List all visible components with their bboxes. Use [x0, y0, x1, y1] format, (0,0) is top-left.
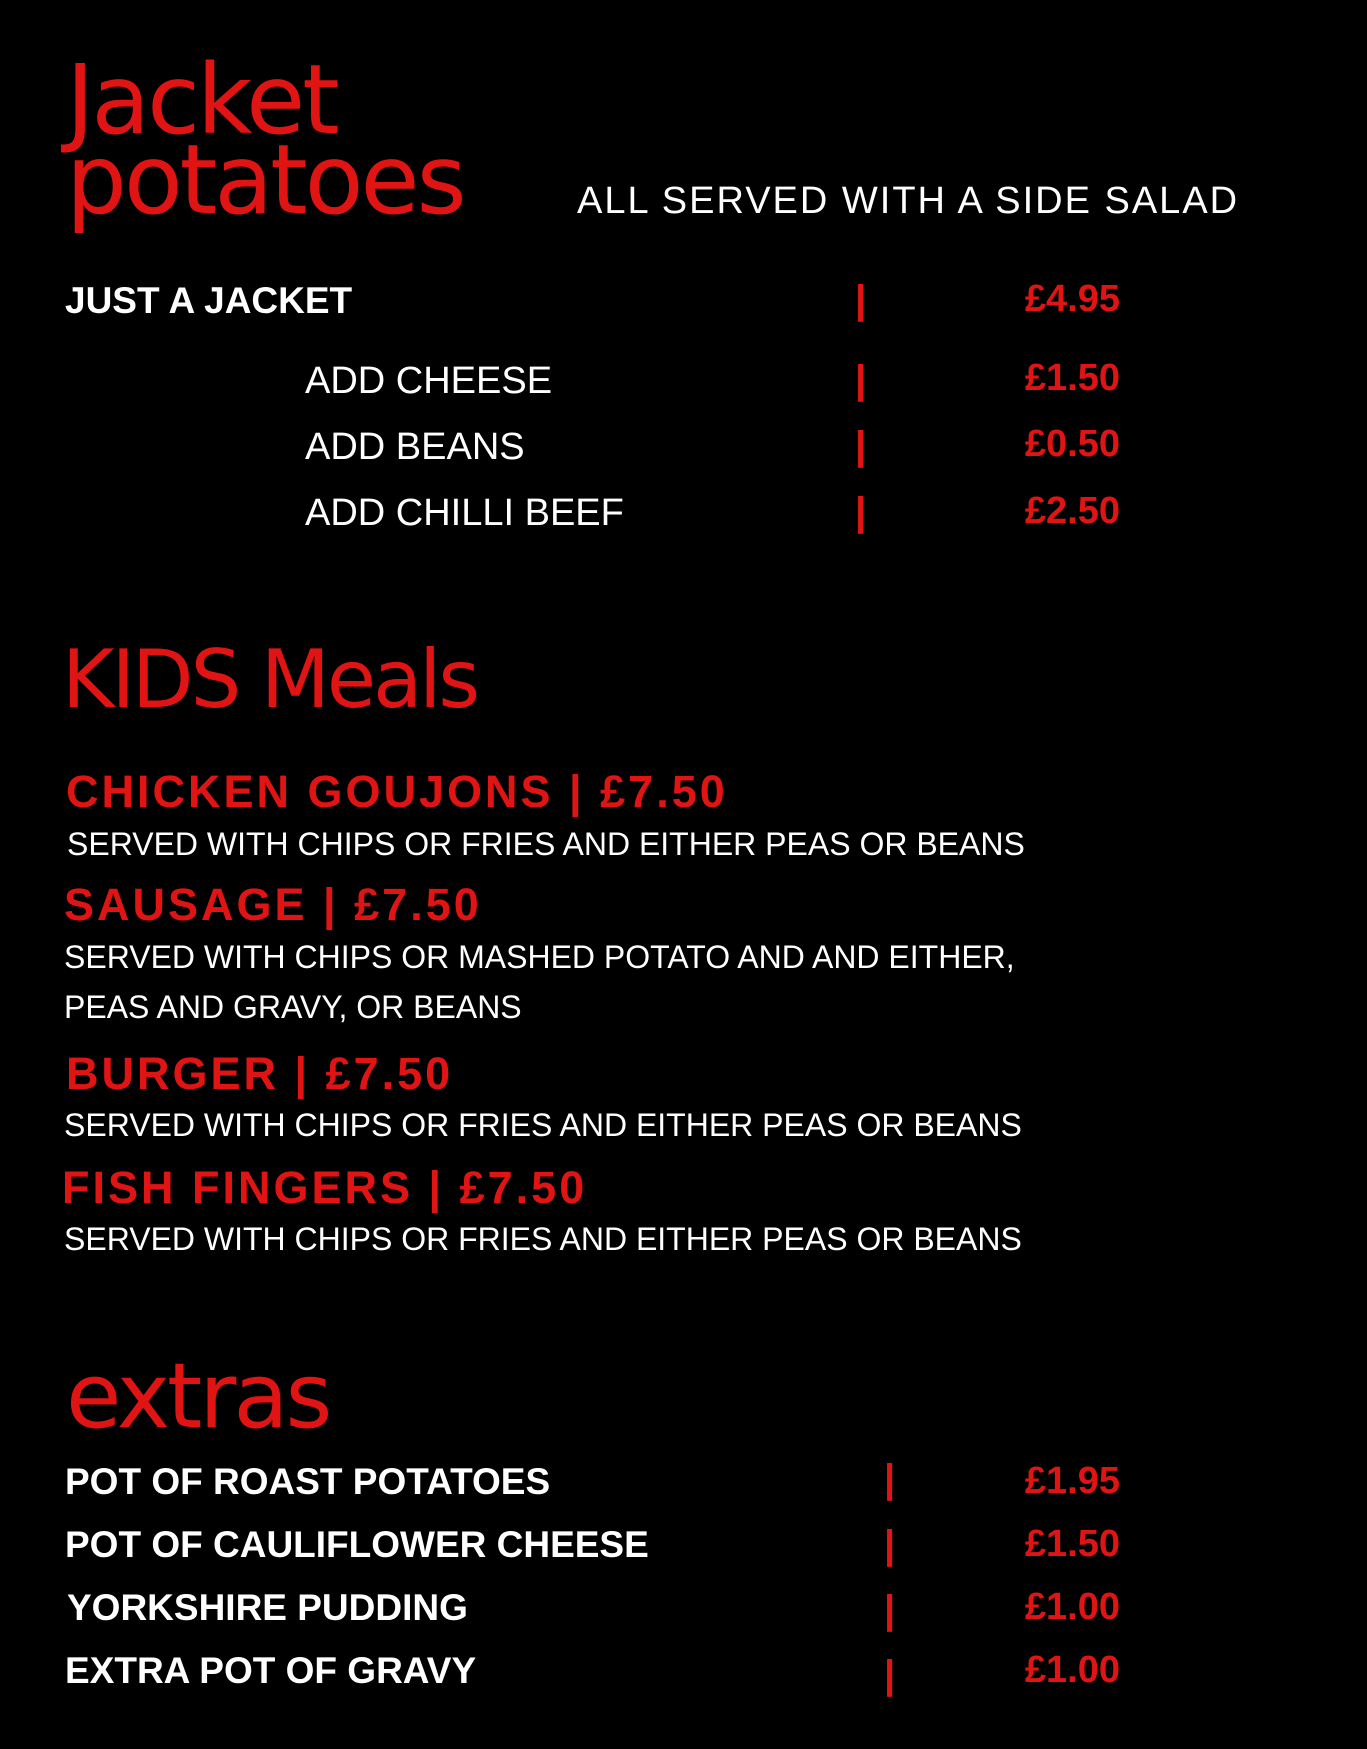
kids-item-desc: SERVED WITH CHIPS OR FRIES AND EITHER PEAS OR BEANS — [64, 1221, 1022, 1257]
separator-bar: | — [884, 1523, 896, 1567]
separator-bar: | — [855, 424, 867, 468]
extras-item-price: £1.00 — [1024, 1586, 1120, 1628]
separator-bar: | — [855, 358, 867, 402]
jacket-main-item-name: JUST A JACKET — [65, 280, 353, 321]
addon-price: £1.50 — [1024, 357, 1120, 399]
kids-item-desc: SERVED WITH CHIPS OR MASHED POTATO AND AND EITHER, — [64, 939, 1015, 975]
extras-title: extras — [66, 1344, 330, 1449]
jacket-title-line2: potatoes — [66, 124, 464, 236]
separator-bar: | — [884, 1653, 896, 1697]
separator-bar: | — [855, 490, 867, 534]
extras-item-name: EXTRA POT OF GRAVY — [65, 1650, 477, 1691]
extras-item-name: POT OF ROAST POTATOES — [65, 1461, 551, 1502]
separator-bar: | — [855, 278, 867, 322]
jacket-subtitle: ALL SERVED WITH A SIDE SALAD — [577, 180, 1240, 222]
kids-item-heading: FISH FINGERS | £7.50 — [62, 1162, 588, 1213]
addon-name: ADD CHILLI BEEF — [305, 492, 624, 534]
extras-item-name: YORKSHIRE PUDDING — [67, 1587, 468, 1628]
separator-bar: | — [884, 1457, 896, 1501]
addon-price: £0.50 — [1024, 423, 1120, 465]
kids-item-heading: CHICKEN GOUJONS | £7.50 — [66, 766, 728, 817]
addon-price: £2.50 — [1024, 490, 1120, 532]
addon-name: ADD BEANS — [305, 426, 525, 468]
addon-name: ADD CHEESE — [305, 360, 553, 402]
extras-item-price: £1.50 — [1024, 1523, 1120, 1565]
extras-item-price: £1.00 — [1024, 1649, 1120, 1691]
kids-item-desc: PEAS AND GRAVY, OR BEANS — [64, 989, 522, 1025]
extras-item-price: £1.95 — [1024, 1460, 1120, 1502]
jacket-title-line1: Jacket — [66, 44, 337, 156]
separator-bar: | — [884, 1588, 896, 1632]
jacket-main-item-price: £4.95 — [1024, 278, 1120, 320]
kids-item-desc: SERVED WITH CHIPS OR FRIES AND EITHER PEAS OR BEANS — [67, 826, 1025, 862]
kids-title: KIDS Meals — [62, 633, 478, 726]
kids-item-desc: SERVED WITH CHIPS OR FRIES AND EITHER PEAS OR BEANS — [64, 1107, 1022, 1143]
kids-item-heading: SAUSAGE | £7.50 — [64, 879, 482, 930]
kids-item-heading: BURGER | £7.50 — [66, 1048, 454, 1099]
extras-item-name: POT OF CAULIFLOWER CHEESE — [65, 1524, 649, 1565]
